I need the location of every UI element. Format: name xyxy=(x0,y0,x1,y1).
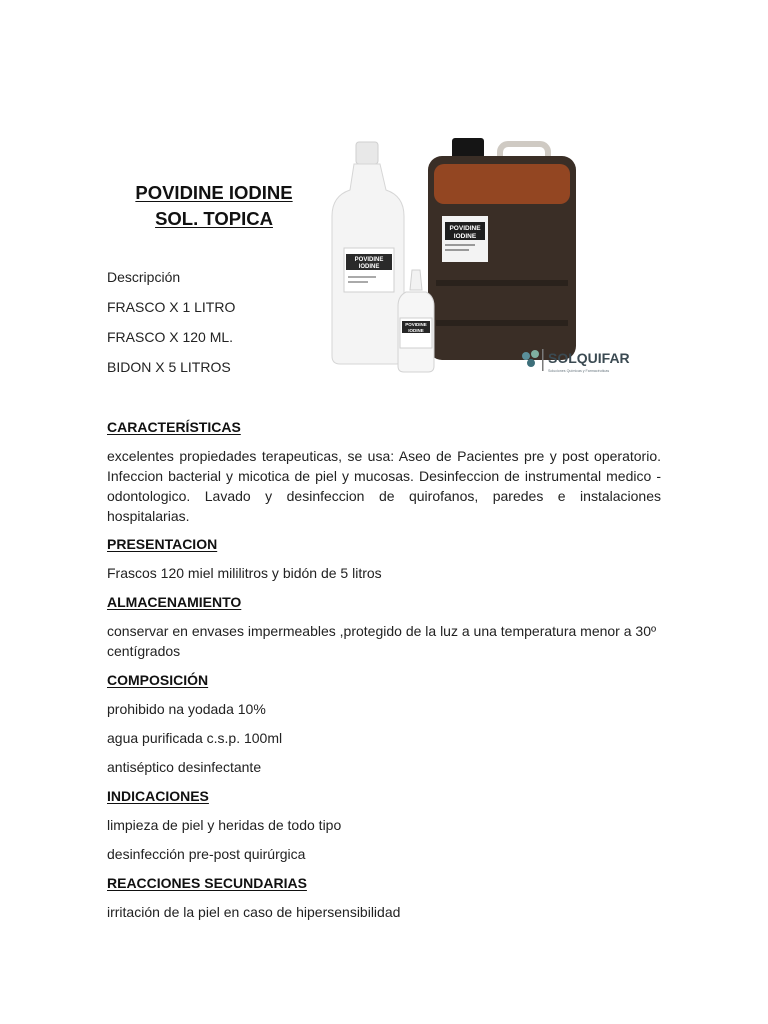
heading-reacciones: REACCIONES SECUNDARIAS xyxy=(107,875,307,891)
composicion-line: agua purificada c.s.p. 100ml xyxy=(107,730,283,746)
description-list xyxy=(107,270,235,390)
jug-label-line-1: POVIDINE xyxy=(449,225,481,232)
indicaciones-line: limpieza de piel y heridas de todo tipo xyxy=(107,817,342,833)
description-label: Descripción xyxy=(107,269,181,285)
brand-tagline: Soluciones Químicas y Farmacéuticas xyxy=(548,369,610,373)
product-photo xyxy=(330,130,660,380)
heading-almacenamiento: ALMACENAMIENTO xyxy=(107,594,242,610)
jug-label-line-2: IODINE xyxy=(453,233,477,240)
heading-presentacion: PRESENTACION xyxy=(107,536,218,552)
jug-image xyxy=(428,138,576,360)
title-line-1: POVIDINE IODINE xyxy=(135,182,293,203)
caracteristicas-text: excelentes propiedades terapeuticas, se usa: Aseo de Pacientes pre y post operatorio. Infeccion bacterial y micotica de piel y mucosas. Desinfeccion de instrumental medico - odontologico. Lavado y desinfeccion de quirofanos, paredes e instalaciones hospitalarias. xyxy=(107,448,661,524)
description-item: BIDON X 5 LITROS xyxy=(107,359,231,375)
bottle-label-line-2: IODINE xyxy=(358,264,380,270)
product-title xyxy=(100,180,328,232)
presentacion-text: Frascos 120 miel mililitros y bidón de 5 litros xyxy=(107,565,382,581)
heading-caracteristicas: CARACTERÍSTICAS xyxy=(107,419,241,435)
description-item: FRASCO X 1 LITRO xyxy=(107,299,236,315)
bottle-1l-image xyxy=(332,142,404,364)
heading-composicion: COMPOSICIÓN xyxy=(107,672,209,688)
reacciones-text: irritación de la piel en caso de hipersensibilidad xyxy=(107,904,401,920)
brand-name: SOLQUIFAR xyxy=(548,350,630,366)
composicion-line: prohibido na yodada 10% xyxy=(107,701,266,717)
title-line-2: SOL. TOPICA xyxy=(155,208,273,229)
content-sections xyxy=(107,418,661,921)
almacenamiento-text: conservar en envases impermeables ,protegido de la luz a una temperatura menor a 30º centígrados xyxy=(107,623,657,659)
small-bottle-label-line-1: POVIDINE xyxy=(405,322,427,327)
small-bottle-label-line-2: IODINE xyxy=(408,328,424,333)
heading-indicaciones: INDICACIONES xyxy=(107,788,209,804)
solquifar-logo xyxy=(522,349,630,373)
indicaciones-line: desinfección pre-post quirúrgica xyxy=(107,846,306,862)
composicion-line: antiséptico desinfectante xyxy=(107,759,262,775)
description-item: FRASCO X 120 ML. xyxy=(107,329,234,345)
bottle-label-line-1: POVIDINE xyxy=(354,257,384,263)
